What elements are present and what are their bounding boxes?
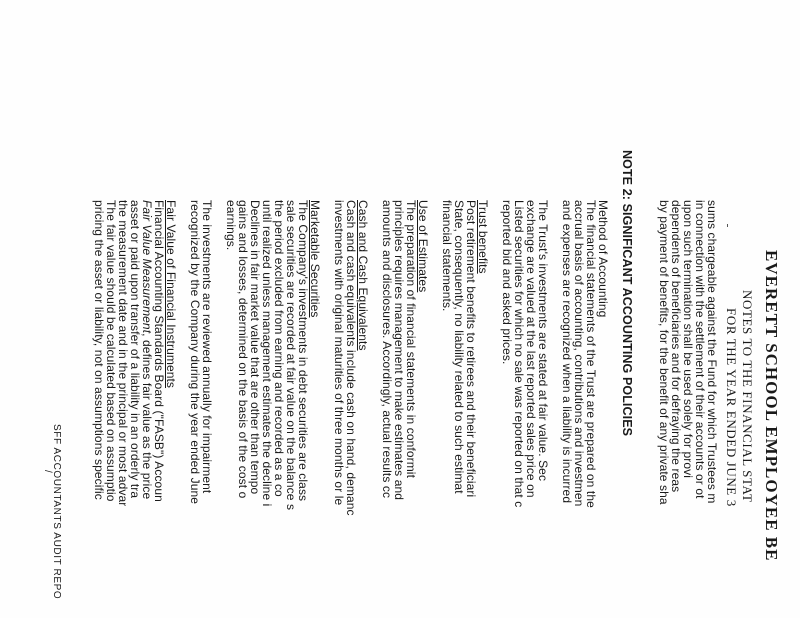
section-heading-trust-benefits: Trust benefits [476, 200, 490, 274]
section-heading-marketable: Marketable Securities [308, 200, 322, 318]
fair-value-measurement-term: Fair Value Measurement [140, 200, 154, 334]
review-line: The investments are reviewed annually for impairment [200, 200, 214, 494]
investments-line: reported bid and asked prices. [500, 200, 514, 365]
fair-value-line: asset or paid upon transfer of a liability in an orderly tra [128, 200, 142, 499]
fair-value-line: pricing the asset or liability, not on assumptions specific [92, 200, 106, 500]
investments-line: Listed securities for which no sale was reported on that c [512, 200, 526, 508]
trust-benefits-line: State, consequently, no liability related to such estimat [452, 200, 466, 494]
marketable-line: Declines in fair market value that are other than tempo [248, 200, 262, 495]
trust-benefits-line: Post retirement benefits to retirees and their beneficiari [464, 200, 478, 498]
section-heading-estimates: Use of Estimates [416, 200, 430, 293]
marketable-line: until realized unless management estimates the decline i [260, 200, 274, 507]
estimates-line: amounts and disclosures. Accordingly, actual results cc [380, 200, 394, 499]
section-heading-fair-value: Fair Value of Financial Instruments [164, 200, 178, 389]
header-line-1: NOTES TO THE FINANCIAL STAT [740, 290, 755, 503]
scan-speck [727, 224, 728, 227]
cash-line: investments with original maturities of three months or le [332, 200, 346, 506]
footer-text: SFF ACCOUNTANTS AUDIT REPO [51, 424, 62, 600]
intro-line: in connection with the settlement of their accounts or ot [693, 200, 707, 499]
investments-line: exchange are valued at the last reported sales price on [524, 200, 538, 498]
marketable-line: gains and losses, determined on the basis of the cost o [236, 200, 250, 499]
trust-benefits-line: financial statements. [440, 200, 454, 312]
investments-line: The Trust's investments are stated at fair value. Sec [536, 200, 550, 482]
method-line: The financial statements of the Trust are prepared on the [584, 200, 598, 508]
section-heading-cash: Cash and Cash Equivalents [356, 200, 370, 351]
intro-line: upon such termination shall be used solely for provi [681, 200, 695, 479]
marketable-line: earnings. [224, 200, 238, 251]
estimates-line: principles requires management to make estimates and [392, 200, 406, 501]
intro-line: sums chargeable against the Fund for which Trustees m [705, 200, 719, 504]
marketable-line: the period excluded from earning and recorded as a co [272, 200, 286, 497]
method-line: and expenses are recognized when a liability is incurred [560, 200, 574, 504]
intro-line: dependents of beneficiaries and for defraying the reas [669, 200, 683, 493]
intro-line: by payment of benefits, for the benefit of any private sha [657, 200, 671, 505]
marketable-line: The Company's investments in debt securities are class [296, 200, 310, 502]
method-line: accrual basis of accounting, contributions and investmen [572, 200, 586, 507]
section-heading-method: Method of Accounting [596, 200, 610, 318]
review-line: recognized by the Company during the year ended June [188, 200, 202, 505]
fair-value-line: The fair value should be calculated based on assumptio [104, 200, 118, 502]
note-heading: NOTE 2: SIGNIFICANT ACCOUNTING POLICIES [620, 150, 634, 437]
header-line-2: FOR THE YEAR ENDED JUNE 3 [724, 308, 739, 507]
footer-mark: / [42, 470, 53, 474]
fair-value-line: Financial Accounting Standards Board ("FASB") Accoun [152, 200, 166, 502]
document-title: EVERETT SCHOOL EMPLOYEE BE [762, 250, 781, 562]
fair-value-line-rest: , defines fair value as the price [140, 333, 154, 500]
marketable-line: sale securities are recorded at fair value on the balance s [284, 200, 298, 511]
fair-value-line [140, 200, 154, 499]
estimates-line: The preparation of financial statements in conformit [404, 200, 418, 479]
cash-line: Cash and cash equivalents include cash on hand, demanc [344, 200, 358, 516]
fair-value-line: the measurement date and in the principal or most advar [116, 200, 130, 507]
